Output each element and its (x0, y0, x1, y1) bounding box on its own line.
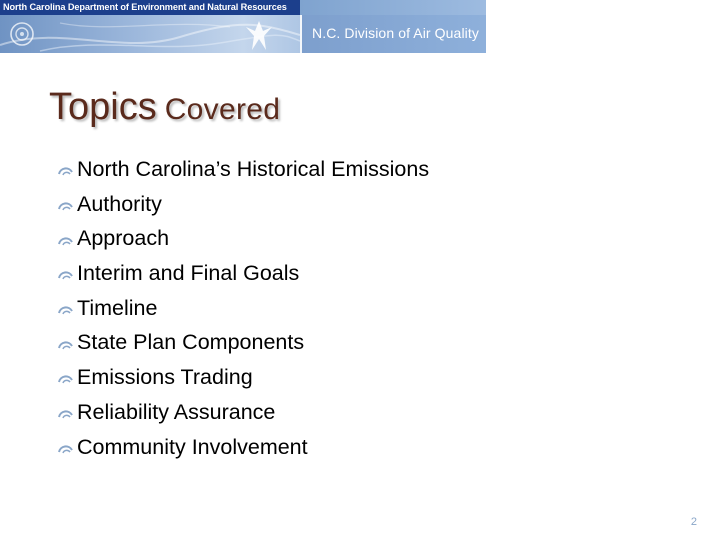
list-item (57, 395, 429, 430)
arc-bullet-icon (57, 199, 74, 211)
list-item-text: Approach (77, 226, 170, 251)
banner-top-strip-right (300, 0, 486, 15)
list-item-text: Emissions Trading (77, 365, 253, 390)
list-item-text: North Carolina’s Historical Emissions (77, 157, 430, 181)
list-item (57, 325, 429, 360)
division-name: N.C. Division of Air Quality (312, 25, 479, 41)
arc-bullet-icon (57, 303, 74, 315)
list-item (57, 430, 429, 465)
list-item-text: Reliability Assurance (77, 399, 276, 424)
slide-title (49, 86, 280, 129)
header-banner (0, 0, 486, 53)
list-item (57, 221, 429, 256)
organization-name: North Carolina Department of Environment and Natural Resources (3, 2, 287, 12)
list-item-text: Authority (77, 191, 162, 216)
list-item-text: State Plan Components (77, 330, 305, 355)
list-item-text: Community Involvement (77, 434, 308, 459)
arc-bullet-icon (57, 442, 74, 454)
list-item-text: Interim and Final Goals (77, 261, 300, 286)
list-item (57, 360, 429, 395)
list-item (57, 152, 429, 187)
arc-bullet-icon (57, 234, 74, 246)
arc-bullet-icon (57, 407, 74, 419)
page-number: 2 (690, 516, 697, 528)
banner-divider (300, 15, 302, 53)
slide-title-part1: Topics (49, 86, 157, 128)
arc-bullet-icon (57, 338, 74, 350)
arc-bullet-icon (57, 164, 74, 176)
arc-bullet-icon (57, 268, 74, 280)
arc-bullet-icon (57, 372, 74, 384)
list-item (57, 291, 429, 326)
list-item-text: Timeline (77, 295, 158, 320)
list-item (57, 256, 429, 291)
slide-title-part2: Covered (164, 93, 281, 126)
list-item (57, 187, 429, 222)
topic-list (57, 152, 429, 464)
bird-icon (244, 17, 274, 53)
